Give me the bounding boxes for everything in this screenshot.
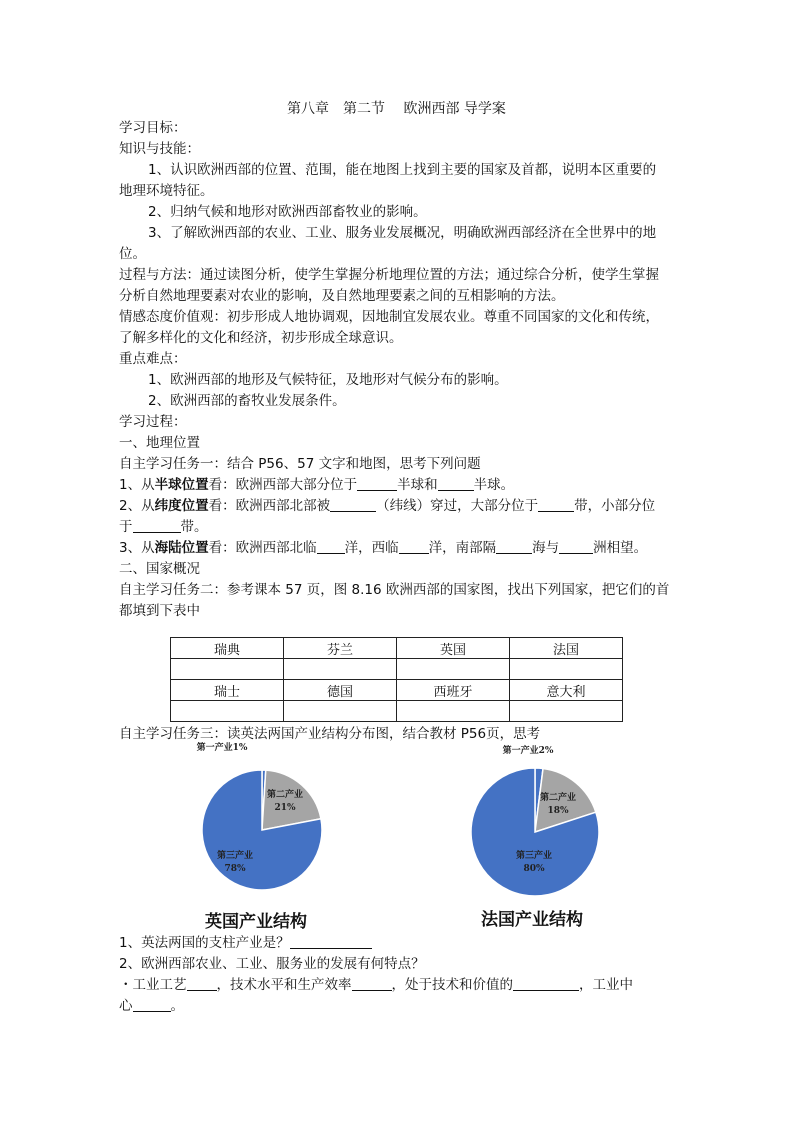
blank-field[interactable] bbox=[438, 476, 474, 491]
uk-chart-title: 英国产业结构 bbox=[205, 912, 307, 932]
country-cell: 德国 bbox=[284, 680, 397, 701]
q3-bold: 海陆位置 bbox=[154, 540, 209, 556]
blank-field[interactable] bbox=[399, 539, 429, 554]
task-2: 自主学习任务二：参考课本 57 页，图 8.16 欧洲西部的国家图，找出下列国家，把它们的首 bbox=[119, 582, 670, 598]
slice-label: 第二产业 bbox=[266, 790, 304, 800]
slice-value: 21% bbox=[274, 803, 296, 813]
q3-text-c: 洋，南部隔 bbox=[428, 540, 497, 556]
country-cell: 西班牙 bbox=[397, 680, 510, 701]
q6-text-f: 。 bbox=[170, 998, 184, 1014]
table-row bbox=[171, 659, 623, 680]
blank-field[interactable] bbox=[330, 497, 376, 512]
question-pillar-industry bbox=[119, 933, 372, 953]
france-chart-title: 法国产业结构 bbox=[481, 910, 583, 930]
knowledge-item-1: 1、认识欧洲西部的位置、范围，能在地图上找到主要的国家及首都，说明本区重要的 bbox=[148, 162, 657, 178]
country-cell: 英国 bbox=[397, 638, 510, 659]
q1-text-b: 半球和 bbox=[397, 477, 438, 493]
question-land-sea bbox=[119, 538, 647, 558]
q3-text-e: 洲相望。 bbox=[593, 540, 648, 556]
question-features: 2、欧洲西部农业、工业、服务业的发展有何特点？ bbox=[119, 956, 425, 972]
q2-text-e: 带。 bbox=[180, 519, 208, 535]
blank-field[interactable] bbox=[513, 976, 579, 991]
q2-prefix: 2、从 bbox=[119, 498, 155, 514]
knowledge-item-2: 2、归纳气候和地形对欧洲西部畜牧业的影响。 bbox=[148, 204, 427, 220]
attitude-values: 情感态度价值观：初步形成人地协调观，因地制宜发展农业。尊重不同国家的文化和传统， bbox=[119, 309, 659, 325]
q1-bold: 半球位置 bbox=[154, 477, 209, 493]
capital-input-cell[interactable] bbox=[397, 701, 510, 722]
blank-field[interactable] bbox=[559, 539, 593, 554]
section-2-heading: 二、国家概况 bbox=[119, 561, 200, 577]
blank-field[interactable] bbox=[133, 518, 181, 533]
section-1-heading: 一、地理位置 bbox=[119, 435, 200, 451]
key-heading: 重点难点： bbox=[119, 351, 187, 367]
slice-value: 78% bbox=[224, 864, 246, 874]
attitude-values-cont: 了解多样化的文化和经济，初步形成全球意识。 bbox=[119, 330, 403, 346]
country-cell: 意大利 bbox=[510, 680, 623, 701]
q2-bold: 纬度位置 bbox=[154, 498, 209, 514]
q6-text-d: ，工业中 bbox=[579, 977, 633, 993]
blank-field[interactable] bbox=[290, 934, 372, 949]
process-method: 过程与方法：通过读图分析，使学生掌握分析地理位置的方法；通过综合分析，使学生掌握 bbox=[119, 267, 659, 283]
q1-text-a: 看：欧洲西部大部分位于 bbox=[208, 477, 358, 493]
question-hemisphere bbox=[119, 475, 514, 495]
q2-text-d: 于 bbox=[119, 519, 133, 535]
slice-value: 18% bbox=[547, 806, 569, 816]
question-industry bbox=[119, 975, 633, 995]
task-1: 自主学习任务一：结合 P56、57 文字和地图，思考下列问题 bbox=[119, 456, 481, 472]
process-heading: 学习过程： bbox=[119, 414, 187, 430]
slice-label: 第二产业 bbox=[539, 793, 577, 803]
capital-input-cell[interactable] bbox=[397, 659, 510, 680]
capital-input-cell[interactable] bbox=[510, 701, 623, 722]
blank-field[interactable] bbox=[496, 539, 532, 554]
capital-input-cell[interactable] bbox=[284, 701, 397, 722]
table-row bbox=[171, 638, 623, 659]
blank-field[interactable] bbox=[352, 976, 392, 991]
q6-text-a: ・工业工艺 bbox=[119, 977, 187, 993]
task-3: 自主学习任务三：读英法两国产业结构分布图，结合教材 P56页，思考 bbox=[119, 726, 541, 742]
q2-text-b: （纬线）穿过，大部分位于 bbox=[376, 498, 539, 514]
country-cell: 瑞典 bbox=[171, 638, 284, 659]
blank-field[interactable] bbox=[538, 497, 574, 512]
q2-text-a: 看：欧洲西部北部被 bbox=[208, 498, 331, 514]
q3-text-b: 洋，西临 bbox=[344, 540, 399, 556]
capital-input-cell[interactable] bbox=[171, 659, 284, 680]
page-title: 第八章 第二节 欧洲西部 导学案 bbox=[287, 101, 506, 117]
knowledge-item-1-cont: 地理环境特征。 bbox=[119, 183, 214, 199]
country-cell: 瑞士 bbox=[171, 680, 284, 701]
question-latitude bbox=[119, 496, 655, 516]
slice-value: 80% bbox=[523, 864, 545, 874]
france-pie-chart bbox=[450, 742, 620, 902]
blank-field[interactable] bbox=[357, 476, 397, 491]
capital-input-cell[interactable] bbox=[510, 659, 623, 680]
blank-field[interactable] bbox=[187, 976, 217, 991]
knowledge-heading: 知识与技能： bbox=[119, 141, 200, 157]
question-industry-cont bbox=[119, 996, 184, 1016]
q6-text-c: ，处于技术和价值的 bbox=[391, 977, 513, 993]
table-row bbox=[171, 701, 623, 722]
knowledge-item-3: 3、了解欧洲西部的农业、工业、服务业发展概况，明确欧洲西部经济在全世界中的地 bbox=[148, 225, 657, 241]
goals-heading: 学习目标： bbox=[119, 120, 187, 136]
key-item-1: 1、欧洲西部的地形及气候特征，及地形对气候分布的影响。 bbox=[148, 372, 508, 388]
q4-text: 1、英法两国的支柱产业是？ bbox=[119, 935, 290, 951]
knowledge-item-3-cont: 位。 bbox=[119, 246, 146, 262]
blank-field[interactable] bbox=[317, 539, 345, 554]
country-cell: 芬兰 bbox=[284, 638, 397, 659]
country-cell: 法国 bbox=[510, 638, 623, 659]
capital-input-cell[interactable] bbox=[284, 659, 397, 680]
slice-label: 第三产业 bbox=[515, 851, 553, 861]
capital-input-cell[interactable] bbox=[171, 701, 284, 722]
q3-prefix: 3、从 bbox=[119, 540, 155, 556]
capitals-table bbox=[170, 637, 623, 722]
q2-text-c: 带，小部分位 bbox=[574, 498, 656, 514]
q1-prefix: 1、从 bbox=[119, 477, 155, 493]
slice-label: 第三产业 bbox=[216, 851, 254, 861]
q1-text-c: 半球。 bbox=[473, 477, 515, 493]
task-2-cont: 都填到下表中 bbox=[119, 603, 200, 619]
slice-label: 第一产业1% bbox=[196, 743, 248, 753]
q3-text-d: 海与 bbox=[532, 540, 560, 556]
uk-pie-chart bbox=[180, 742, 350, 902]
key-item-2: 2、欧洲西部的畜牧业发展条件。 bbox=[148, 393, 346, 409]
q6-text-e: 心 bbox=[119, 998, 133, 1014]
blank-field[interactable] bbox=[133, 997, 171, 1012]
slice-label: 第一产业2% bbox=[502, 746, 554, 756]
q6-text-b: ，技术水平和生产效率 bbox=[216, 977, 352, 993]
process-method-cont: 分析自然地理要素对农业的影响，及自然地理要素之间的互相影响的方法。 bbox=[119, 288, 565, 304]
table-row bbox=[171, 680, 623, 701]
q3-text-a: 看：欧洲西部北临 bbox=[208, 540, 317, 556]
question-latitude-cont bbox=[119, 517, 208, 537]
